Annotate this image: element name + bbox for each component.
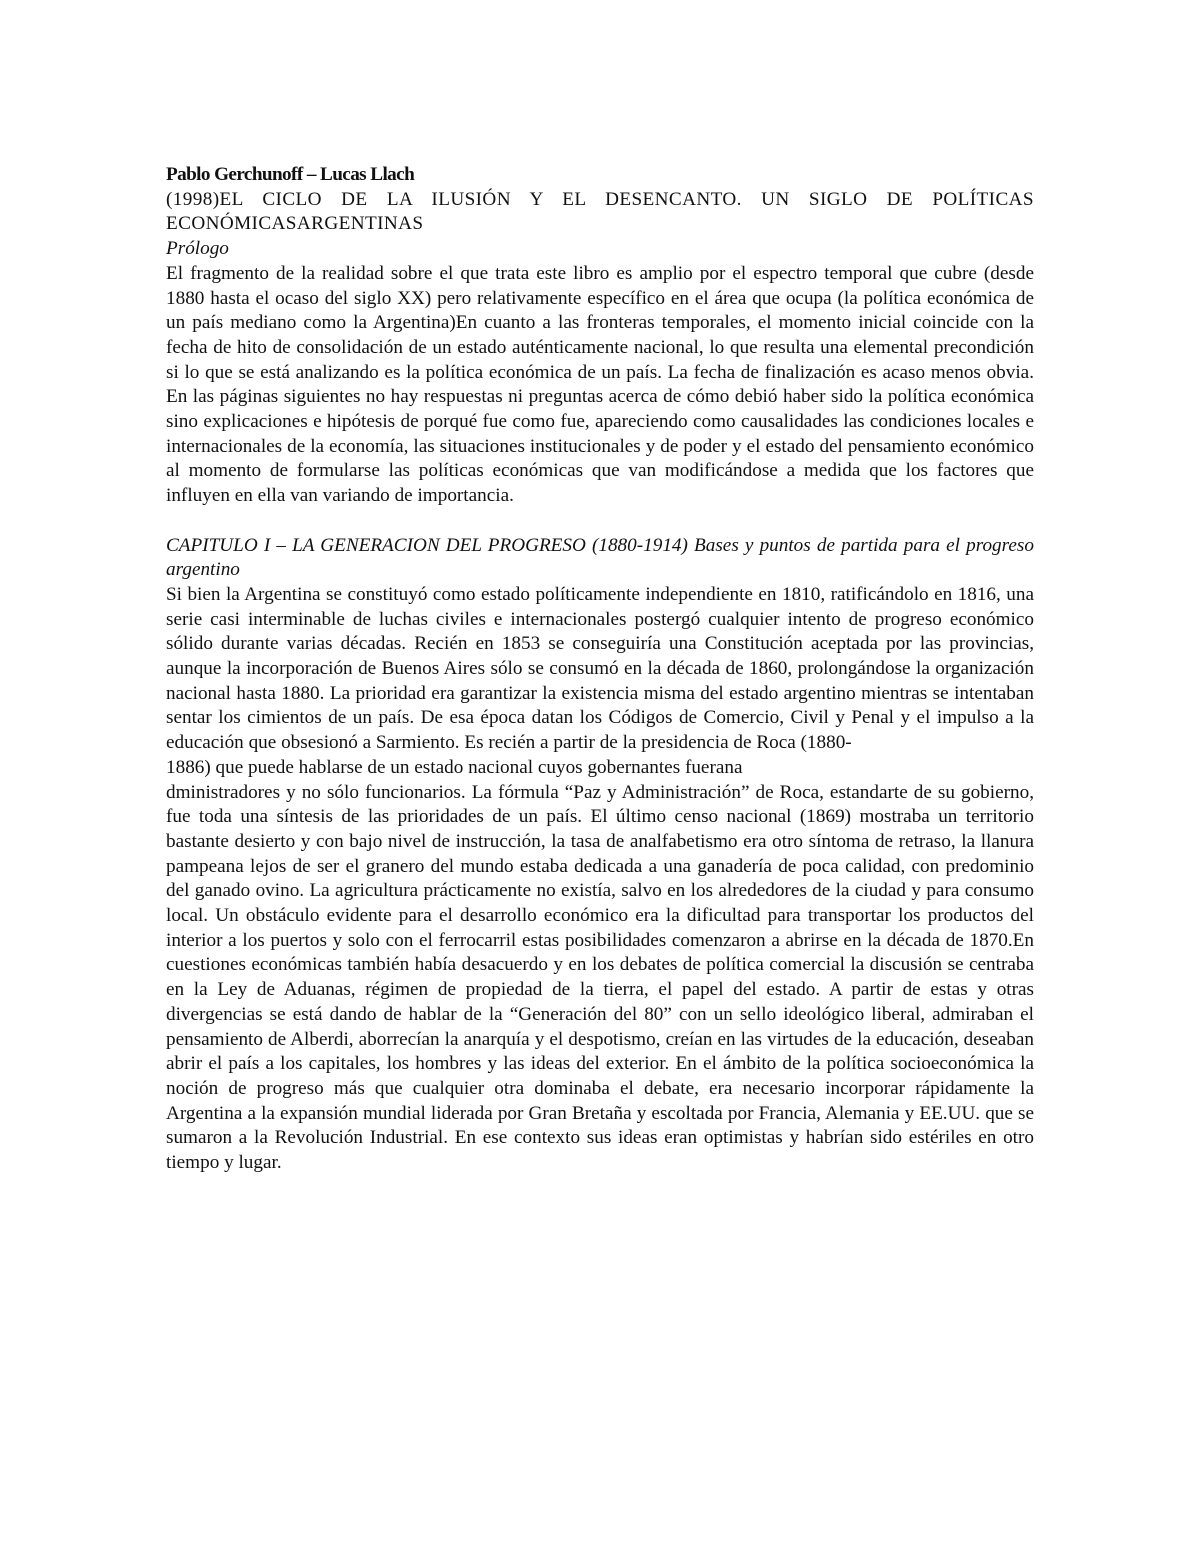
book-title: (1998)EL CICLO DE LA ILUSIÓN Y EL DESENCANTO. UN SIGLO DE POLÍTICAS ECONÓMICASARGENTINAS	[166, 188, 1034, 235]
prologue-paragraph: El fragmento de la realidad sobre el que trata este libro es amplio por el espectro temporal que cubre (desde 1880 hasta el ocaso del siglo XX) pero relativamente específico en el área que ocupa (la política económica de un país mediano como la Argentina)En cuanto a las fronteras temporales, el momento inicial coincide con la fecha de hito de consolidación de un estado auténticamente nacional, lo que resulta una elemental precondición si lo que se está analizando es la política económica de un país. La fecha de finalización es acaso menos obvia. En las páginas siguientes no hay respuestas ni preguntas acerca de cómo debió haber sido la política económica sino explicaciones e hipótesis de porqué fue como fue, apareciendo como causalidades las condiciones locales e internacionales de la economía, las situaciones institucionales y de poder y el estado del pensamiento económico al momento de formularse las políticas económicas que van modificándose a medida que los factores que influyen en ella van variando de importancia.	[166, 262, 1034, 507]
chapter-paragraph-2: 1886) que puede hablarse de un estado nacional cuyos gobernantes fuerana	[166, 756, 743, 778]
paragraph-spacer	[166, 509, 1034, 534]
chapter-paragraph-3: dministradores y no sólo funcionarios. La fórmula “Paz y Administración” de Roca, estandarte de su gobierno, fue toda una síntesis de las prioridades de un país. El último censo nacional (1869) mostraba un territorio bastante desierto y con bajo nivel de instrucción, la tasa de analfabetismo era otro síntoma de retraso, la llanura pampeana lejos de ser el granero del mundo estaba dedicada a una ganadería de poca calidad, con predominio del ganado ovino. La agricultura prácticamente no existía, salvo en los alrededores de la ciudad y para consumo local. Un obstáculo evidente para el desarrollo económico era la dificultad para transportar los productos del interior a los puertos y solo con el ferrocarril estas posibilidades comenzaron a abrirse en la década de 1870.En cuestiones económicas también había desacuerdo y en los debates de política comercial la discusión se centraba en la Ley de Aduanas, régimen de propiedad de la tierra, el papel del estado. A partir de estas y otras divergencias se está dando de hablar de la “Generación del 80” con un sello ideológico liberal, admiraban el pensamiento de Alberdi, aborrecían la anarquía y el despotismo, creían en las virtudes de la educación, deseaban abrir el país a los capitales, los hombres y las ideas del exterior. En el ámbito de la política socioeconómica la noción de progreso más que cualquier otra dominaba el debate, era necesario incorporar rápidamente la Argentina a la expansión mundial liderada por Gran Bretaña y escoltada por Francia, Alemania y EE.UU. que se sumaron a la Revolución Industrial. En ese contexto sus ideas eran optimistas y habrían sido estériles en otro tiempo y lugar.	[166, 781, 1034, 1174]
chapter-heading: CAPITULO I – LA GENERACION DEL PROGRESO (1880-1914) Bases y puntos de partida para el progreso argentino	[166, 534, 1034, 581]
author-line: Pablo Gerchunoff – Lucas Llach	[166, 164, 415, 185]
chapter-paragraph-1: Si bien la Argentina se constituyó como estado políticamente independiente en 1810, ratificándolo en 1816, una serie casi interminable de luchas civiles e internacionales postergó cualquier intento de progreso económico sólido durante varias décadas. Recién en 1853 se conseguiría una Constitución aceptada por las provincias, aunque la incorporación de Buenos Aires sólo se consumó en la década de 1860, prolongándose la organización nacional hasta 1880. La prioridad era garantizar la existencia misma del estado argentino mientras se intentaban sentar los cimientos de un país. De esa época datan los Códigos de Comercio, Civil y Penal y el impulso a la educación que obsesionó a Sarmiento. Es recién a partir de la presidencia de Roca (1880-	[166, 583, 1034, 754]
document-page	[166, 163, 1034, 1176]
prologue-heading: Prólogo	[166, 238, 229, 260]
